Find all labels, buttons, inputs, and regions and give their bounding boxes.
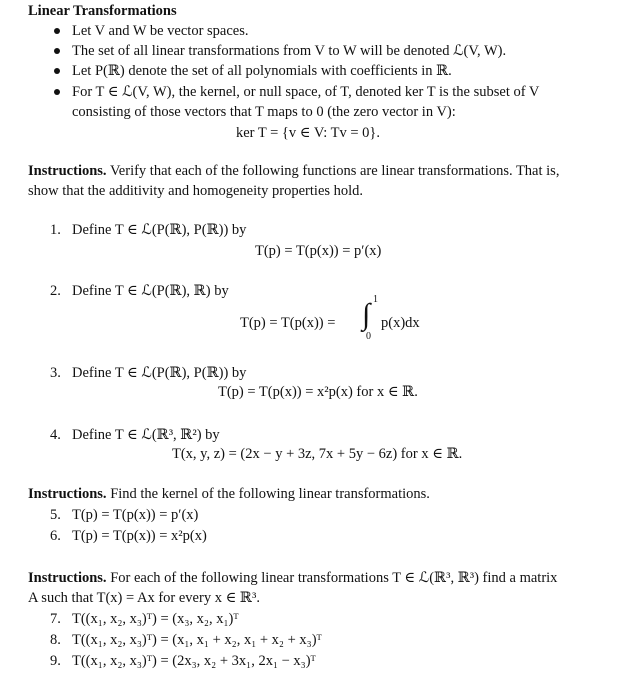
instructions-verify-line1 (28, 161, 559, 181)
problem-number: 4. (50, 427, 61, 443)
bullet-polynomials: Let P(ℝ) denote the set of all polynomials with coefficients in ℝ. (72, 63, 452, 79)
problem-3-define: Define T ∈ ℒ(P(ℝ), P(ℝ)) by (72, 365, 247, 381)
kernel-definition: ker T = {v ∈ V: Tv = 0}. (236, 125, 380, 141)
problem-9-formula: T((x₁, x₂, x₃)ᵀ) = (2x₃, x₂ + 3x₁, 2x₁ − x₃)ᵀ (72, 653, 316, 669)
bullet-dot (54, 48, 60, 54)
integral-lower-limit: 0 (366, 331, 371, 342)
instructions-matrix-line1 (28, 568, 557, 588)
problem-7-formula: T((x₁, x₂, x₃)ᵀ) = (x₃, x₂, x₁)ᵀ (72, 611, 239, 627)
instructions-text: For each of the following linear transformations T ∈ ℒ(ℝ³, ℝ³) find a matrix (110, 570, 558, 586)
bullet-kernel-line1: For T ∈ ℒ(V, W), the kernel, or null space, of T, denoted ker T is the subset of V (72, 84, 540, 100)
page-title: Linear Transformations (28, 3, 177, 19)
bullet-dot (54, 68, 60, 74)
integral-upper-limit: 1 (373, 294, 378, 305)
bullet-vector-spaces: Let V and W be vector spaces. (72, 23, 249, 39)
instructions-label: Instructions. (28, 570, 107, 586)
bullet-dot (54, 28, 60, 34)
instructions-label: Instructions. (28, 486, 107, 502)
bullet-linear-maps: The set of all linear transformations from V to W will be denoted ℒ(V, W). (72, 43, 507, 59)
problem-5-formula: T(p) = T(p(x)) = p′(x) (72, 507, 199, 523)
problem-number: 7. (50, 611, 61, 627)
problem-4-define: Define T ∈ ℒ(ℝ³, ℝ²) by (72, 427, 220, 443)
problem-8-formula: T((x₁, x₂, x₃)ᵀ) = (x₁, x₁ + x₂, x₁ + x₂ + x₃)ᵀ (72, 632, 322, 648)
problem-6-formula: T(p) = T(p(x)) = x²p(x) (72, 528, 207, 544)
problem-number: 2. (50, 283, 61, 299)
instructions-kernel (28, 484, 430, 504)
problem-4-formula: T(x, y, z) = (2x − y + 3z, 7x + 5y − 6z) for x ∈ ℝ. (172, 446, 463, 462)
problem-number: 5. (50, 507, 61, 523)
instructions-text: Find the kernel of the following linear transformations. (110, 486, 430, 502)
instructions-text: Verify that each of the following functions are linear transformations. That is, (109, 163, 560, 179)
integral-sign: ∫ (362, 298, 371, 331)
instructions-verify-line2: show that the additivity and homogeneity properties hold. (28, 183, 364, 199)
problem-1-define: Define T ∈ ℒ(P(ℝ), P(ℝ)) by (72, 222, 247, 238)
problem-1-formula: T(p) = T(p(x)) = p′(x) (255, 243, 382, 259)
instructions-matrix-line2: A such that T(x) = Ax for every x ∈ ℝ³. (28, 590, 260, 606)
problem-2-define: Define T ∈ ℒ(P(ℝ), ℝ) by (72, 283, 229, 299)
instructions-label: Instructions. (28, 163, 107, 179)
problem-number: 6. (50, 528, 61, 544)
problem-2-formula-left: T(p) = T(p(x)) = (240, 315, 336, 331)
problem-number: 1. (50, 222, 61, 238)
bullet-dot (54, 89, 60, 95)
bullet-kernel-line2: consisting of those vectors that T maps to 0 (the zero vector in V): (72, 104, 456, 120)
problem-number: 3. (50, 365, 61, 381)
problem-3-formula: T(p) = T(p(x)) = x²p(x) for x ∈ ℝ. (218, 384, 418, 400)
problem-2-integrand: p(x)dx (381, 315, 420, 331)
problem-number: 8. (50, 632, 61, 648)
problem-number: 9. (50, 653, 61, 669)
